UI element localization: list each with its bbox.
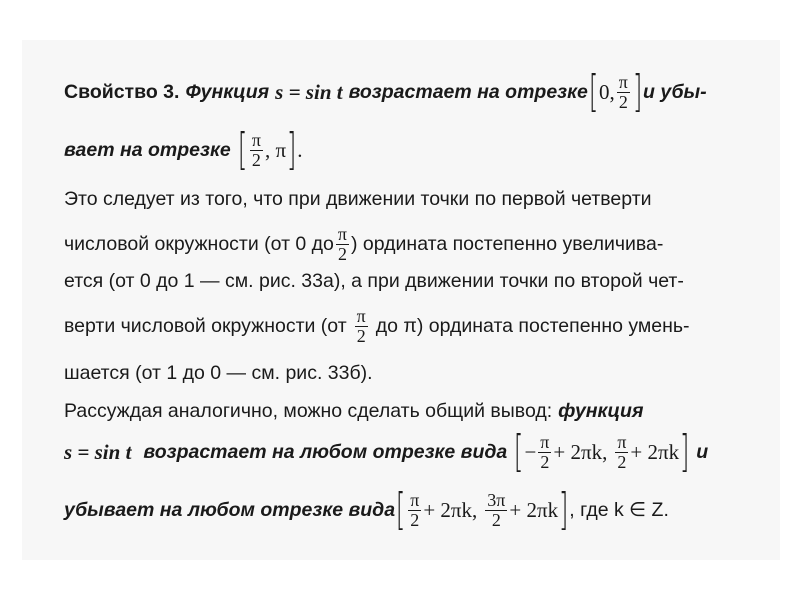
- decreases-text: вает на отрезке: [64, 138, 231, 161]
- property-line-2: вает на отрезке [ $\frac{\pi}{2}$ , π ] .: [64, 124, 303, 175]
- para2-text-3a: убывает на любом отрезке вида: [64, 498, 396, 521]
- para1-line-5: [64, 362, 373, 385]
- para2-text-2b: возрастает на любом отрезке вида: [143, 440, 508, 463]
- fraction-pi-over-2: $\frac{\pi}{2}$: [618, 71, 628, 112]
- para1-text-2b: ) ордината постепенно увеличива-: [351, 232, 664, 255]
- general-interval1-close: ]: [679, 426, 690, 477]
- fraction-3pi-over-2: $\frac{3\pi}{2}$: [487, 489, 506, 530]
- function-word: Функция: [185, 80, 270, 103]
- para1-text-5: шается (от 1 до 0 — см. рис. 33б).: [64, 362, 373, 384]
- and-decreases-text: и убы-: [643, 80, 707, 103]
- para1-line-1: [64, 188, 652, 211]
- fraction-pi-over-2-e: $\frac{\pi}{2}$: [540, 431, 550, 472]
- para1-text-1: Это следует из того, что при движении точки по первой четверти: [64, 188, 652, 210]
- interval2-end: , π: [264, 137, 287, 162]
- para1-text-2a: числовой окружности (от 0 до: [64, 232, 334, 255]
- fraction-pi-over-2-g: $\frac{\pi}{2}$: [410, 489, 420, 530]
- para1-text-3: ется (от 0 до 1 — см. рис. 33а), а при движении точки по второй чет-: [64, 270, 684, 292]
- para1-line-4: [64, 307, 690, 346]
- fraction-pi-over-2-d: $\frac{\pi}{2}$: [356, 306, 366, 346]
- para1-line-2: [64, 225, 663, 264]
- interval-open-bracket: [: [588, 66, 599, 117]
- interval-start: 0,: [599, 79, 615, 104]
- fraction-pi-over-2-f: $\frac{\pi}{2}$: [617, 431, 627, 472]
- general-function-expression: s = sin t: [64, 439, 132, 464]
- property-line-1: [64, 66, 707, 117]
- general-interval2-close: ]: [558, 484, 569, 535]
- para2-line-2: s = sin t возрастает на любом отрезке вида [ − $\frac{\pi}{2}$ + 2πk, $\frac{\pi}{2}$ + 2πk ] и: [64, 426, 709, 477]
- interval2-close-bracket: ]: [286, 124, 297, 175]
- general-interval1-open: [: [514, 426, 524, 477]
- general-interval2-open: [: [395, 484, 406, 535]
- increases-text: возрастает на отрезке: [348, 80, 588, 103]
- interval-close-bracket: ]: [632, 66, 643, 117]
- para2-text-3-end: , где k ∈ Z.: [569, 499, 669, 521]
- fraction-pi-over-2-b: $\frac{\pi}{2}$: [251, 129, 261, 170]
- document-page: [22, 40, 780, 560]
- function-expression: s = sin t: [275, 79, 343, 104]
- interval2-open-bracket: [: [237, 124, 248, 175]
- para1-line-3: [64, 270, 684, 293]
- property-title: Свойство 3.: [64, 80, 180, 103]
- para2-line-3: убывает на любом отрезке вида [ $\frac{\pi}{2}$ + 2πk, $\frac{3\pi}{2}$ + 2πk ] , где k ∈ Z.: [64, 484, 669, 535]
- para2-text-1b: функция: [558, 400, 644, 422]
- para2-text-1a: Рассуждая аналогично, можно сделать общий вывод:: [64, 400, 553, 422]
- para1-text-4a: верти числовой окружности (от: [64, 314, 347, 337]
- para2-line-1: [64, 400, 643, 423]
- fraction-pi-over-2-c: $\frac{\pi}{2}$: [337, 224, 347, 264]
- para1-text-4b: до π) ордината постепенно умень-: [375, 314, 690, 337]
